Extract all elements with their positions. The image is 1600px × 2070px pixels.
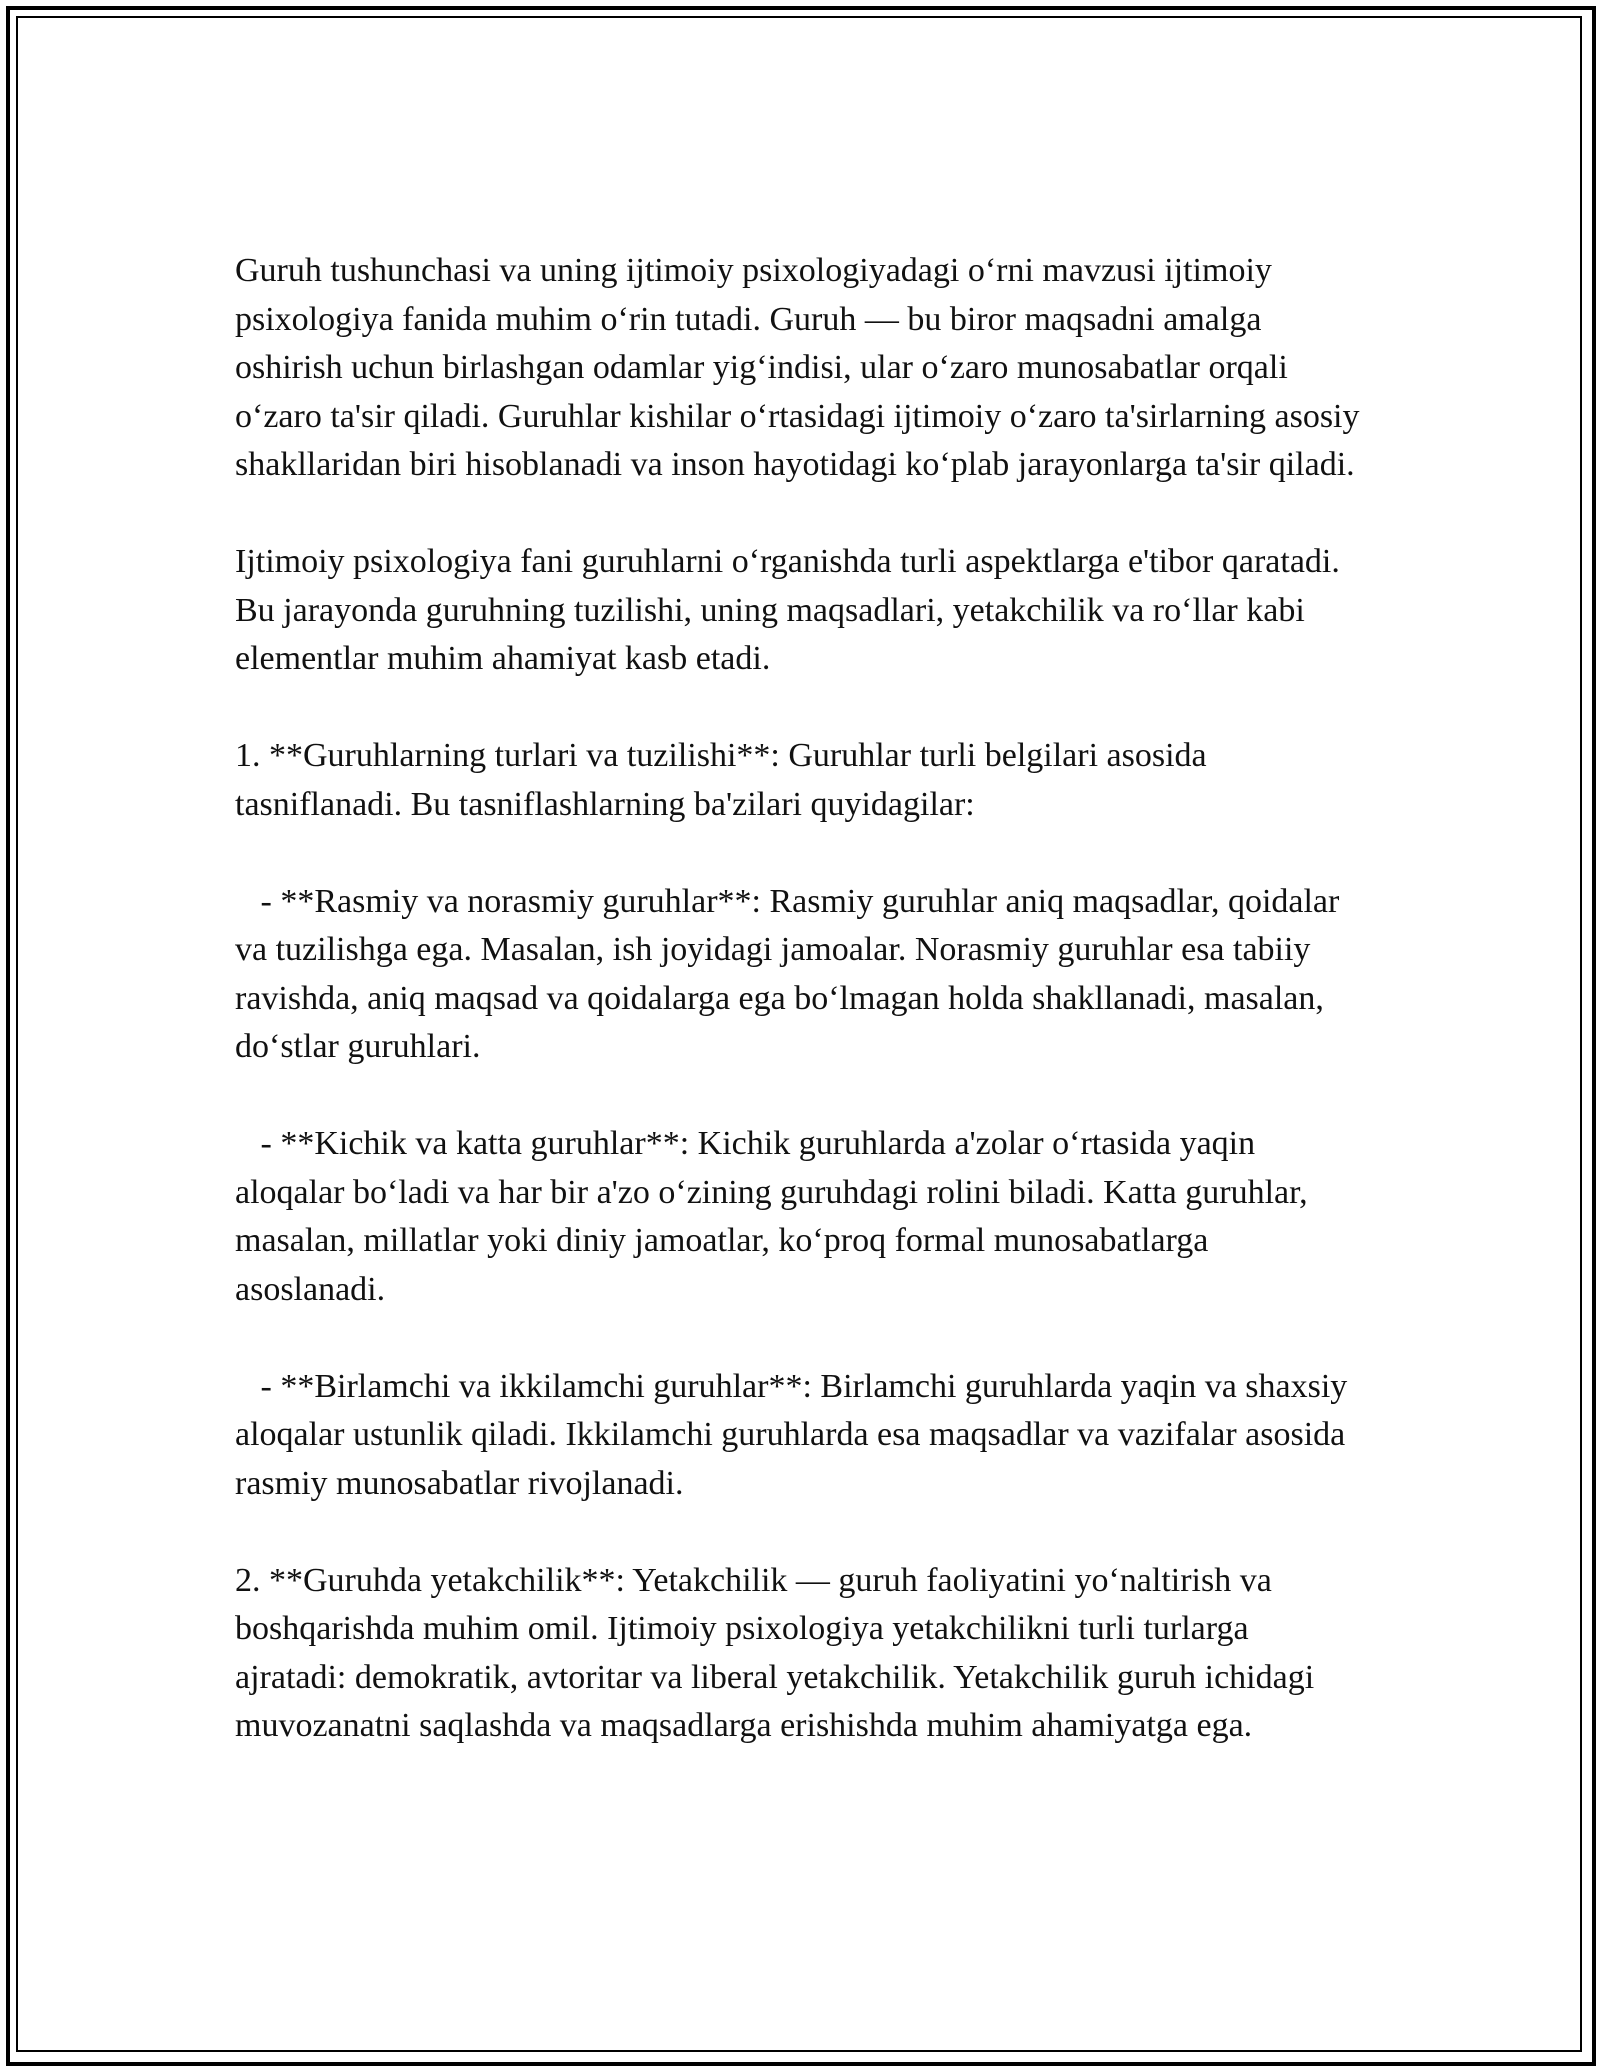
list-item-group-types: 1. **Guruhlarning turlari va tuzilishi**: Guruhlar turli belgilari asosida tasniflanadi. Bu tasniflashlarning ba'zilari quyidagilar:	[235, 737, 1216, 823]
list-item-leadership: 2. **Guruhda yetakchilik**: Yetakchilik — guruh faoliyatini yo‘naltirish va boshqarishda muhim omil. Ijtimoiy psixologiya yetakchilikni turli turlarga ajratadi: demokratik, avtoritar va liberal yetakchilik. Yetakchilik guruh ichidagi muvozanatni saqlashda va maqsadlarga erishishda muhim ahamiyatga ega.	[235, 1561, 1323, 1744]
document-body	[235, 247, 1369, 1799]
intro-paragraph: Guruh tushunchasi va uning ijtimoiy psixologiyadagi o‘rni mavzusi ijtimoiy psixologiya fanida muhim o‘rin tutadi. Guruh — bu biror maqsadni amalga oshirish uchun birlashgan odamlar yig‘indisi, ular o‘zaro munosabatlar orqali o‘zaro ta'sir qiladi. Guruhlar kishilar o‘rtasidagi ijtimoiy o‘zaro ta'sirlarning asosiy shakllaridan biri hisoblanadi va inson hayotidagi ko‘plab jarayonlarga ta'sir qiladi.	[235, 252, 1369, 483]
aspects-paragraph: Ijtimoiy psixologiya fani guruhlarni o‘rganishda turli aspektlarga e'tibor qaratadi. Bu jarayonda guruhning tuzilishi, uning maqsadlari, yetakchilik va ro‘llar kabi elementlar muhim ahamiyat kasb etadi.	[235, 543, 1349, 677]
sub-item-formal-informal: - **Rasmiy va norasmiy guruhlar**: Rasmiy guruhlar aniq maqsadlar, qoidalar va tuzilishga ega. Masalan, ish joyidagi jamoalar. Norasmiy guruhlar esa tabiiy ravishda, aniq maqsad va qoidalarga ega bo‘lmagan holda shakllanadi, masalan, do‘stlar guruhlari.	[235, 882, 1348, 1065]
sub-item-primary-secondary: - **Birlamchi va ikkilamchi guruhlar**: Birlamchi guruhlarda yaqin va shaxsiy aloqalar ustunlik qiladi. Ikkilamchi guruhlarda esa maqsadlar va vazifalar asosida rasmiy munosabatlar rivojlanadi.	[235, 1367, 1356, 1502]
sub-item-small-large: - **Kichik va katta guruhlar**: Kichik guruhlarda a'zolar o‘rtasida yaqin aloqalar bo‘ladi va har bir a'zo o‘zining guruhdagi rolini biladi. Katta guruhlar, masalan, millatlar yoki diniy jamoatlar, ko‘proq formal munosabatlarga asoslanadi.	[235, 1125, 1317, 1308]
